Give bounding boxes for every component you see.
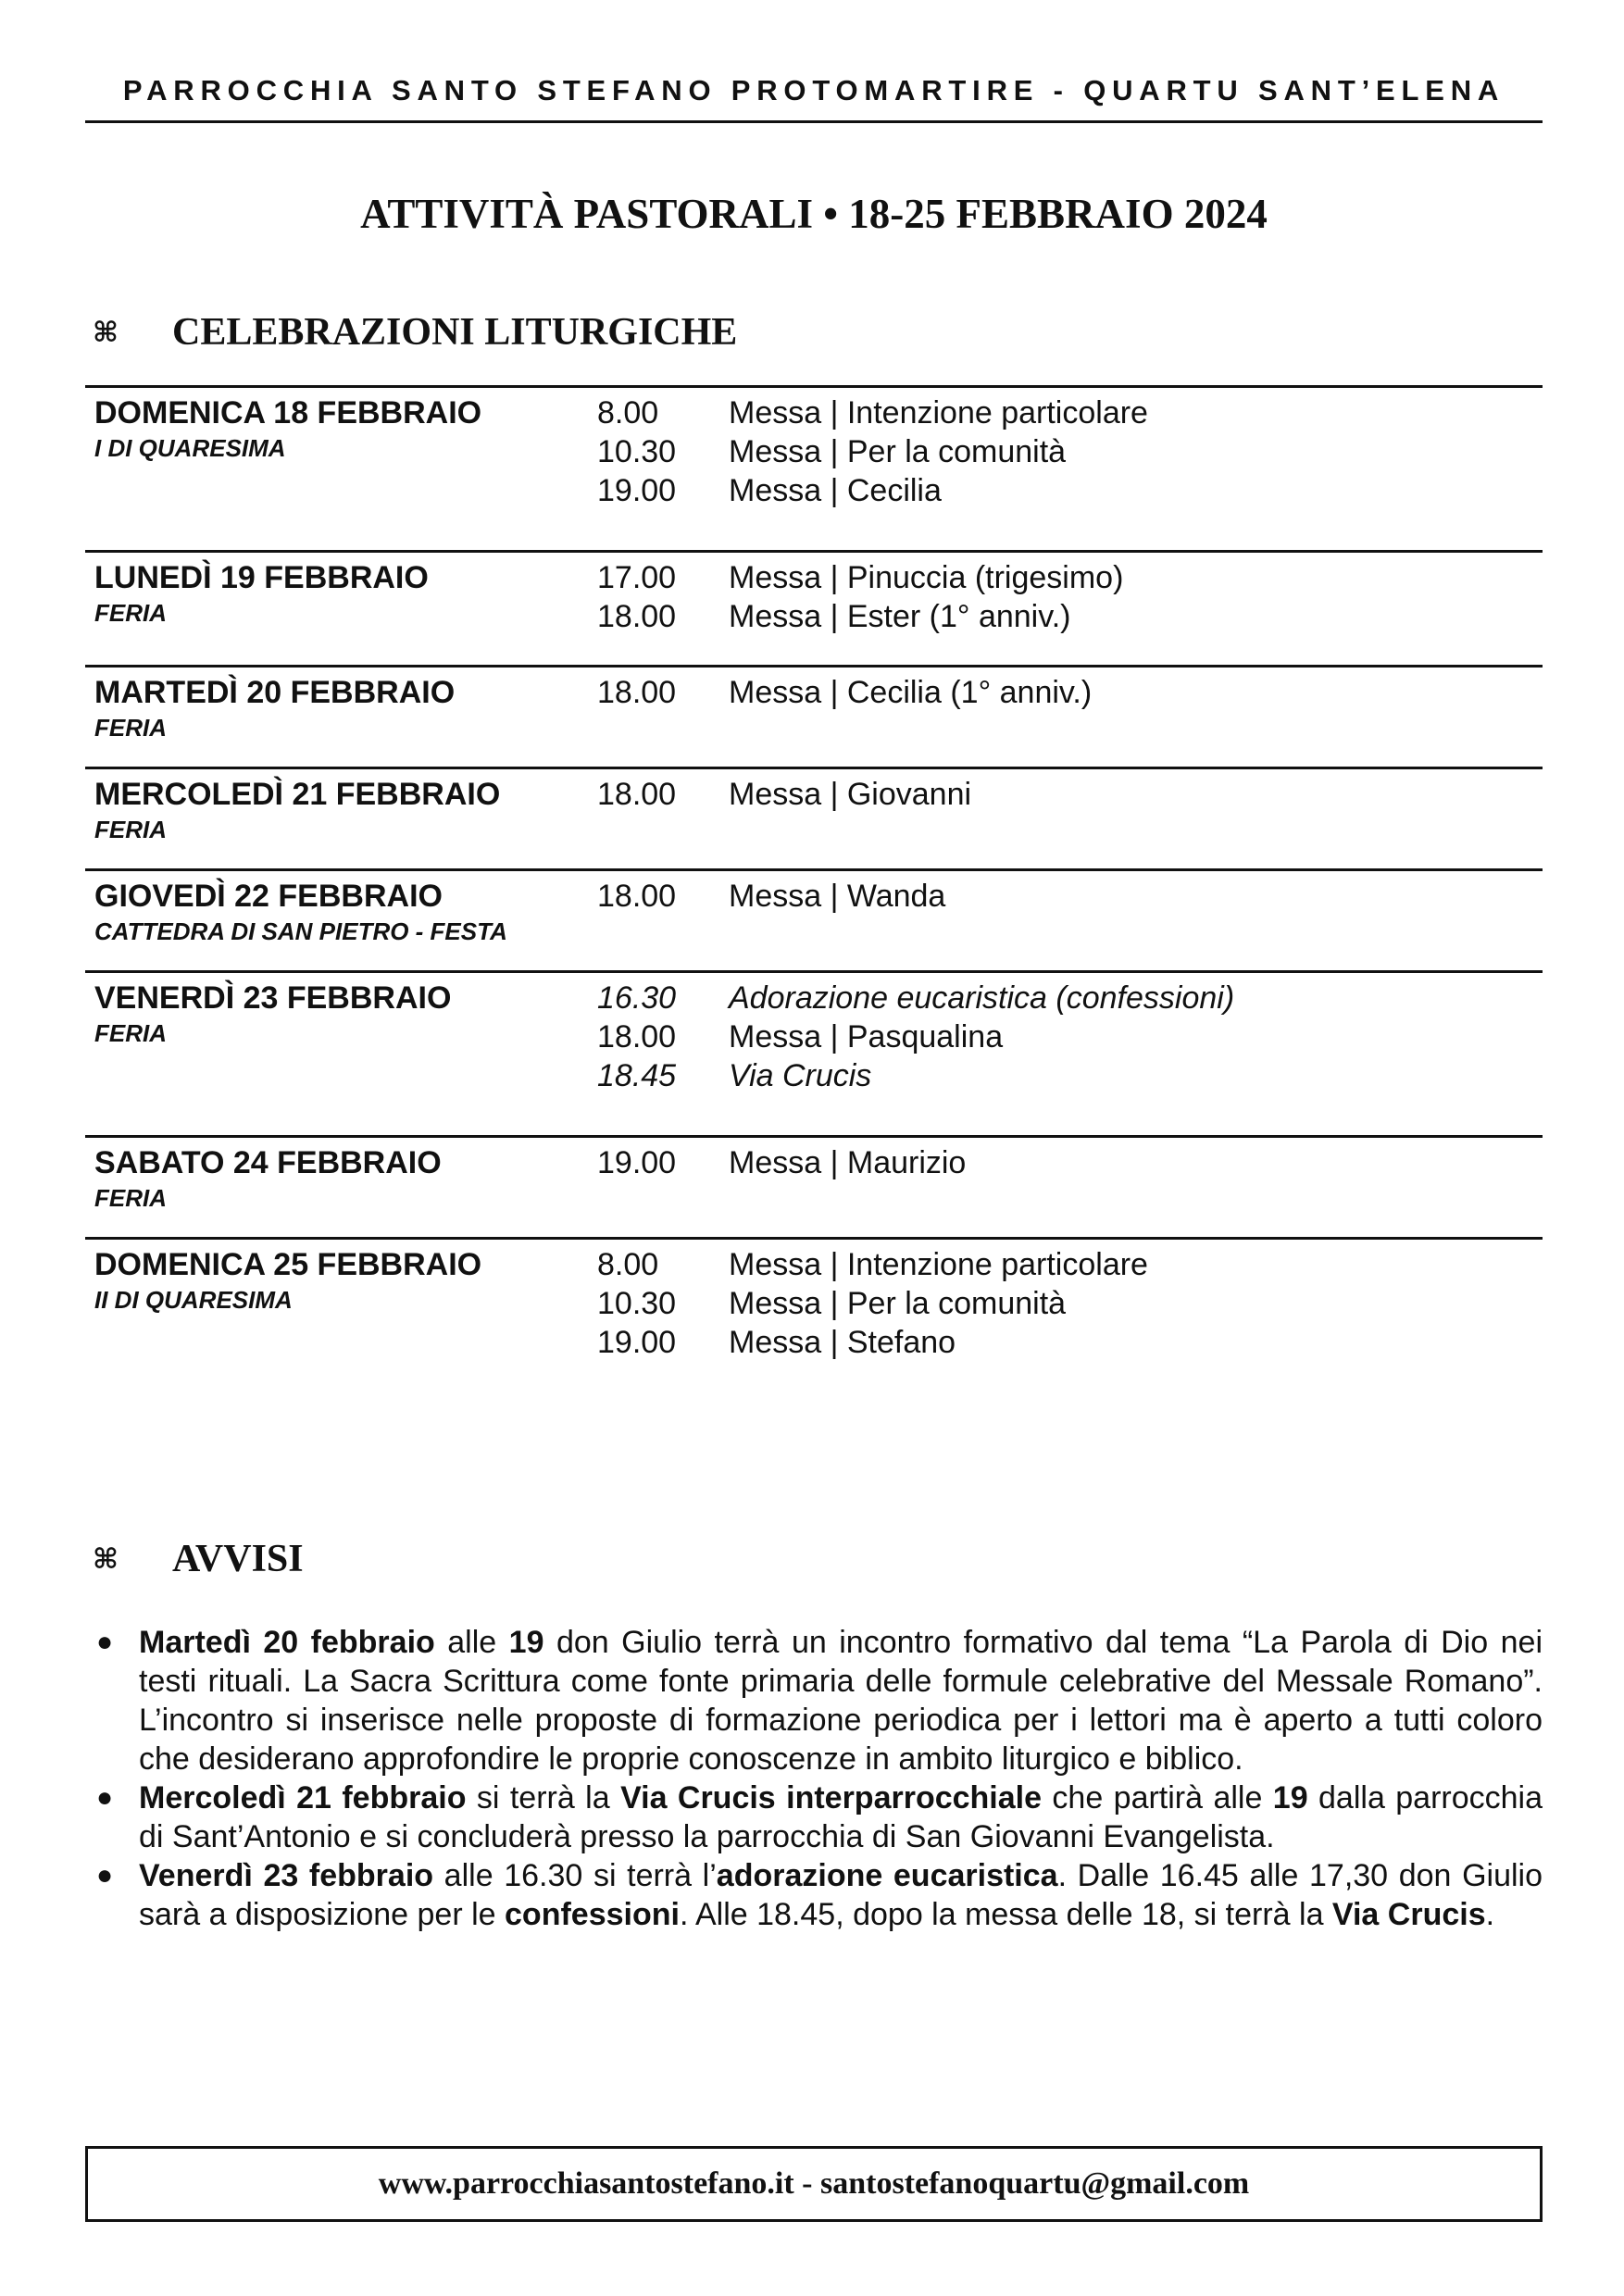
day-name: SABATO 24 FEBBRAIO [94, 1145, 442, 1180]
day-block [85, 767, 1543, 868]
bullet-dot-icon: ● [96, 1782, 114, 1813]
event-description: Messa | Intenzione particolare [729, 1247, 1148, 1282]
day-info [85, 558, 597, 665]
day-info [85, 877, 597, 970]
event-time: 8.00 [597, 395, 659, 430]
event-time: 19.00 [597, 1145, 677, 1180]
section-title: AVVISI [172, 1538, 304, 1580]
day-block [85, 1237, 1543, 1360]
bullet-dot-icon: ● [96, 1627, 114, 1657]
day-events [597, 1143, 1543, 1237]
notice-emphasis: Mercoledì 21 febbraio [139, 1780, 467, 1816]
event-time: 19.00 [597, 473, 677, 508]
notice-emphasis: Via Crucis [1331, 1897, 1486, 1932]
event-time: 16.30 [597, 980, 677, 1016]
document-title: ATTIVITÀ PASTORALI • 18-25 FEBBRAIO 2024 [360, 191, 1268, 237]
event-time: 18.00 [597, 1019, 677, 1054]
footer-contact-text: www.parrocchiasantostefano.it - santostefanoquartu@gmail.com [378, 2166, 1250, 2201]
event-description: Messa | Cecilia (1° anniv.) [729, 675, 1093, 710]
event-row [597, 877, 1543, 916]
day-info [85, 1143, 597, 1237]
event-row [597, 1143, 1543, 1182]
day-liturgical-note: CATTEDRA DI SAN PIETRO - FESTA [94, 917, 507, 945]
event-row [597, 558, 1543, 597]
event-description: Messa | Per la comunità [729, 1286, 1067, 1321]
event-row [597, 432, 1543, 471]
day-liturgical-note: FERIA [94, 714, 167, 742]
day-events [597, 979, 1543, 1135]
event-description: Messa | Maurizio [729, 1145, 967, 1180]
event-time: 10.30 [597, 434, 677, 469]
notice-item [93, 1856, 1543, 1934]
notice-text: dalla parrocchia di Sant’Antonio e si concluderà presso la parrocchia di San Giovanni Evangelista. [139, 1780, 1543, 1854]
footer-contact [85, 2146, 1543, 2222]
day-name: DOMENICA 25 FEBBRAIO [94, 1247, 482, 1282]
event-time: 18.00 [597, 777, 677, 812]
notice-text: alle 16.30 si terrà l’ [433, 1858, 717, 1893]
notice-text: alle [434, 1625, 509, 1660]
event-time: 10.30 [597, 1286, 677, 1321]
event-time: 18.00 [597, 675, 677, 710]
day-info [85, 979, 597, 1135]
section-title: CELEBRAZIONI LITURGICHE [172, 311, 738, 354]
day-info [85, 1245, 597, 1348]
star-bullet-icon: ⌘ [93, 1543, 119, 1575]
day-name: DOMENICA 18 FEBBRAIO [94, 395, 482, 430]
bullet-dot-icon: ● [96, 1860, 114, 1890]
notice-text: . [1485, 1897, 1495, 1932]
event-time: 18.00 [597, 879, 677, 914]
event-row [597, 1245, 1543, 1284]
notice-emphasis: 19 [508, 1625, 544, 1660]
day-block [85, 970, 1543, 1135]
event-row [597, 1284, 1543, 1323]
day-liturgical-note: II DI QUARESIMA [94, 1286, 293, 1314]
day-liturgical-note: FERIA [94, 599, 167, 627]
day-name: MERCOLEDÌ 21 FEBBRAIO [94, 777, 501, 812]
notice-emphasis: confessioni [505, 1897, 680, 1932]
event-description: Messa | Intenzione particolare [729, 395, 1148, 430]
notice-text: don Giulio terrà un incontro formativo dal tema “La Parola di Dio nei testi rituali. La Sacra Scrittura come fonte primaria delle formule celebrative del Messale Romano”. L’incontro si inserisce nelle proposte di formazione periodica per i lettori ma è aperto a tutti coloro che desiderano approfondire le proprie conoscenze in ambito liturgico e biblico. [139, 1625, 1543, 1777]
event-description: Adorazione eucaristica (confessioni) [729, 980, 1235, 1016]
notice-item [93, 1778, 1543, 1856]
day-block [85, 1135, 1543, 1237]
section-notices-heading [93, 1537, 304, 1581]
event-time: 19.00 [597, 1325, 677, 1360]
day-events [597, 775, 1543, 868]
day-name: GIOVEDÌ 22 FEBBRAIO [94, 879, 443, 914]
event-time: 18.00 [597, 599, 677, 634]
parish-header: PARROCCHIA SANTO STEFANO PROTOMARTIRE - QUARTU SANT’ELENA [85, 74, 1543, 123]
event-description: Messa | Cecilia [729, 473, 942, 508]
day-events [597, 558, 1543, 665]
event-row [597, 1056, 1543, 1095]
star-bullet-icon: ⌘ [93, 317, 119, 348]
event-row [597, 1323, 1543, 1362]
event-time: 17.00 [597, 560, 677, 595]
day-name: LUNEDÌ 19 FEBBRAIO [94, 560, 429, 595]
day-block [85, 868, 1543, 970]
day-events [597, 877, 1543, 970]
day-info [85, 673, 597, 767]
liturgy-schedule [85, 385, 1543, 1360]
day-info [85, 775, 597, 868]
event-description: Messa | Pasqualina [729, 1019, 1004, 1054]
notice-text: si terrà la [466, 1780, 621, 1816]
event-row [597, 393, 1543, 432]
day-events [597, 673, 1543, 767]
day-liturgical-note: FERIA [94, 1019, 167, 1047]
event-description: Via Crucis [729, 1058, 872, 1093]
event-description: Messa | Giovanni [729, 777, 972, 812]
event-row [597, 597, 1543, 636]
event-description: Messa | Pinuccia (trigesimo) [729, 560, 1124, 595]
event-row [597, 1017, 1543, 1056]
day-liturgical-note: FERIA [94, 816, 167, 843]
notice-emphasis: Martedì 20 febbraio [139, 1625, 435, 1660]
day-block [85, 550, 1543, 665]
day-block [85, 665, 1543, 767]
day-info [85, 393, 597, 550]
notice-item [93, 1623, 1543, 1778]
event-description: Messa | Ester (1° anniv.) [729, 599, 1071, 634]
event-description: Messa | Wanda [729, 879, 946, 914]
notice-emphasis: Via Crucis interparrocchiale [620, 1780, 1043, 1816]
day-events [597, 393, 1543, 550]
day-liturgical-note: I DI QUARESIMA [94, 434, 286, 462]
day-name: VENERDÌ 23 FEBBRAIO [94, 980, 452, 1016]
event-time: 18.45 [597, 1058, 677, 1093]
notice-emphasis: 19 [1272, 1780, 1308, 1816]
event-time: 8.00 [597, 1247, 659, 1282]
event-row [597, 979, 1543, 1017]
event-row [597, 471, 1543, 510]
notice-emphasis: Venerdì 23 febbraio [139, 1858, 434, 1893]
day-block [85, 385, 1543, 550]
day-name: MARTEDÌ 20 FEBBRAIO [94, 675, 456, 710]
notices-list [93, 1623, 1543, 1934]
notice-text: . Dalle 16.45 alle 17,30 don Giulio sarà a disposizione per le [139, 1858, 1543, 1932]
event-description: Messa | Stefano [729, 1325, 956, 1360]
event-description: Messa | Per la comunità [729, 434, 1067, 469]
section-celebrations-heading [93, 310, 737, 355]
notice-text: che partirà alle [1042, 1780, 1273, 1816]
day-events [597, 1245, 1543, 1360]
event-row [597, 775, 1543, 814]
notice-text: . Alle 18.45, dopo la messa delle 18, si terrà la [679, 1897, 1332, 1932]
event-row [597, 673, 1543, 712]
notice-emphasis: adorazione eucaristica [716, 1858, 1058, 1893]
day-liturgical-note: FERIA [94, 1184, 167, 1212]
